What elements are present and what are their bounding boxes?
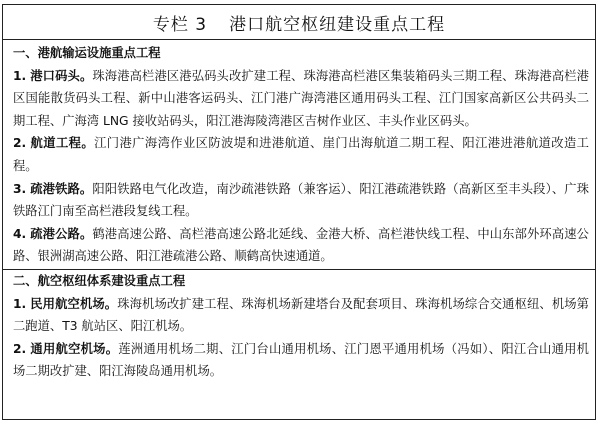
item-text: 鹤港高速公路、高栏港高速公路北延线、金港大桥、高栏港快线工程、中山东部外环高速公路、银洲湖高速公路、阳江港疏港公路、顺鹤高快速通道。 [13,226,589,264]
item-label: 疏港公路。 [30,226,93,241]
list-item-port-railways [13,178,589,223]
item-index: 3. [13,181,27,196]
list-item-channel-works [13,132,589,177]
item-label: 通用航空机场。 [30,341,119,356]
item-text: 莲洲通用机场二期、江门台山通用机场、江门恩平通用机场（冯如）、阳江合山通用机场二期改扩建、阳江海陵岛通用机场。 [13,341,589,379]
item-label: 民用航空机场。 [30,296,118,311]
item-text: 江门港广海湾作业区防波堤和进港航道、崖门出海航道二期工程、阳江港进港航道改造工程。 [13,136,589,173]
list-item-port-terminals [13,65,589,133]
item-label: 航道工程。 [30,136,95,151]
item-index: 2. [13,341,27,356]
item-text: 珠海机场改扩建工程、珠海机场新建塔台及配套项目、珠海机场综合交通枢纽、机场第二跑道、T3 航站区、阳江机场。 [13,296,589,334]
list-item-port-highways [13,223,589,268]
item-index: 1. [13,68,27,83]
item-text: 阳阳铁路电气化改造，南沙疏港铁路（兼客运）、阳江港疏港铁路（高新区至丰头段）、广珠铁路江门南至高栏港段复线工程。 [13,181,589,219]
box-content [3,40,595,383]
list-item-general-aviation-airports [13,338,589,383]
section-heading-port-shipping: 一、港航输运设施重点工程 [13,46,161,60]
box-title [3,5,595,40]
item-label: 疏港铁路。 [30,181,93,196]
box-title-text: 港口航空枢纽建设重点工程 [229,14,446,35]
item-text: 珠海港高栏港区港弘码头改扩建工程、珠海港高栏港区集装箱码头三期工程、珠海港高栏港区国能散货码头工程、新中山港客运码头、江门港广海湾港区通用码头工程、江门国家高新区公共码头二期工程、广海湾 LNG 接收站码头，阳江港海陵湾港区吉树作业区、丰头作业区码头。 [13,68,589,128]
key-projects-box [2,4,596,420]
list-item-civil-airports [13,293,589,338]
item-index: 1. [13,296,27,311]
section-heading-aviation-hub: 二、航空枢纽体系建设重点工程 [3,269,595,293]
item-label: 港口码头。 [30,68,93,83]
item-index: 4. [13,226,27,241]
box-number: 专栏 3 [152,14,208,35]
item-index: 2. [13,136,27,151]
